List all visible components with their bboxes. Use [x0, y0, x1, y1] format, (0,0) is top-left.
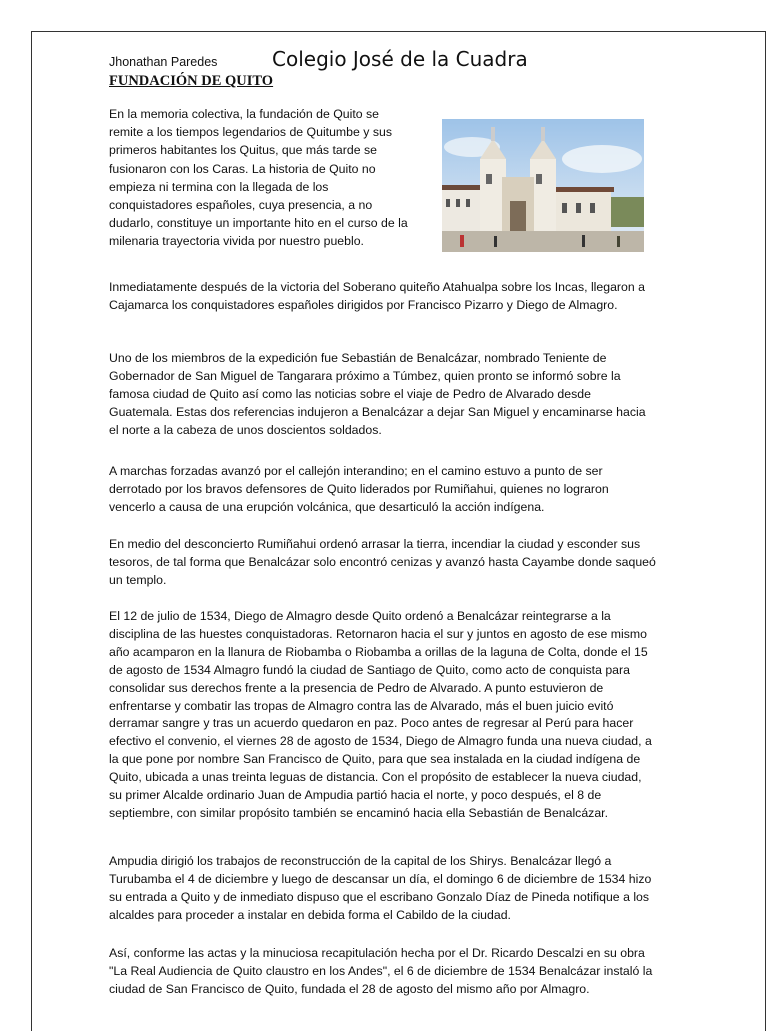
school-name: Colegio José de la Cuadra — [272, 47, 528, 71]
paragraph-7: Ampudia dirigió los trabajos de reconstrucción de la capital de los Shirys. Benalcázar llegó a Turubamba el 4 de diciembre y luego de descansar un día, el domingo 6 de diciembre de 1534 hizo su entrada a Quito y de inmediato dispuso que el escribano Gonzalo Díaz de Pineda notifique a los alcaldes para proceder a instalar en debida forma el Cabildo de la ciudad. — [109, 854, 652, 923]
paragraph-3: Uno de los miembros de la expedición fue Sebastián de Benalcázar, nombrado Teniente de Gobernador de San Miguel de Tangarara próximo a Túmbez, quien pronto se informó sobre la famosa ciudad de Quito así como las noticias sobre el viaje de Pedro de Alvarado desde Guatemala. Estas dos referencias indujeron a Benalcázar a dejar San Miguel y encaminarse hacia el norte a la cabeza de unos doscientos soldados. — [109, 351, 646, 438]
author-name: Jhonathan Paredes — [109, 55, 218, 69]
paragraph-8: Así, conforme las actas y la minuciosa recapitulación hecha por el Dr. Ricardo Descalzi en su obra "La Real Audiencia de Quito claustro en los Andes", el 6 de diciembre de 1534 Benalcázar instaló la ciudad de San Francisco de Quito, fundada el 28 de agosto del mismo año por Almagro. — [109, 946, 653, 997]
paragraph-4: A marchas forzadas avanzó por el callejón interandino; en el camino estuvo a punto de ser derrotado por los bravos defensores de Quito liderados por Rumiñahui, quienes no lograron vencerlo a causa de una erupción volcánica, que desarticuló la acción indígena. — [109, 464, 609, 515]
church-photo — [442, 119, 644, 252]
paragraph-2: Inmediatamente después de la victoria del Soberano quiteño Atahualpa sobre los Incas, llegaron a Cajamarca los conquistadores españoles dirigidos por Francisco Pizarro y Diego de Almagro. — [109, 280, 645, 313]
paragraph-1: En la memoria colectiva, la fundación de Quito se remite a los tiempos legendarios de Quitumbe y sus primeros habitantes los Quitus, que más tarde se fusionaron con los Caras. La historia de Quito no empieza ni termina con la llegada de los conquistadores españoles, cuya presencia, a no dudarlo, constituye un importante hito en el curso de la milenaria trayectoria vivida por nuestro pueblo. — [109, 107, 408, 249]
paragraph-6: El 12 de julio de 1534, Diego de Almagro desde Quito ordenó a Benalcázar reintegrarse a la disciplina de las huestes conquistadoras. Retornaron hacia el sur y juntos en agosto de ese mismo año acamparon en la llanura de Riobamba o Riobamba a orillas de la laguna de Colta, donde el 15 de agosto de 1534 Almagro fundó la ciudad de Santiago de Quito, como acto de conquista para consolidar sus derechos frente a la presencia de Pedro de Alvarado. A punto estuvieron de enfrentarse y combatir las tropas de Almagro contra las de Alvarado, más el buen juicio evitó derramar sangre y tras un acuerdo quedaron en paz. Poco antes de regresar al Perú para hacer efectivo el convenio, el viernes 28 de agosto de 1534, Diego de Almagro funda una nueva ciudad, a la que pone por nombre San Francisco de Quito, para que sea instalada en la ciudad indígena de Quito, ubicada a unas treinta leguas de distancia. Con el propósito de establecer la nueva ciudad, su primer Alcalde ordinario Juan de Ampudia partió hacia el norte, y poco después, el 8 de septiembre, con similar propósito también se encaminó hacia ella Sebastián de Benalcázar. — [109, 609, 652, 820]
document-title: FUNDACIÓN DE QUITO — [109, 73, 274, 89]
paragraph-5: En medio del desconcierto Rumiñahui ordenó arrasar la tierra, incendiar la ciudad y esconder sus tesoros, de tal forma que Benalcázar solo encontró cenizas y avanzó hasta Cayambe donde saqueó un templo. — [109, 537, 656, 588]
